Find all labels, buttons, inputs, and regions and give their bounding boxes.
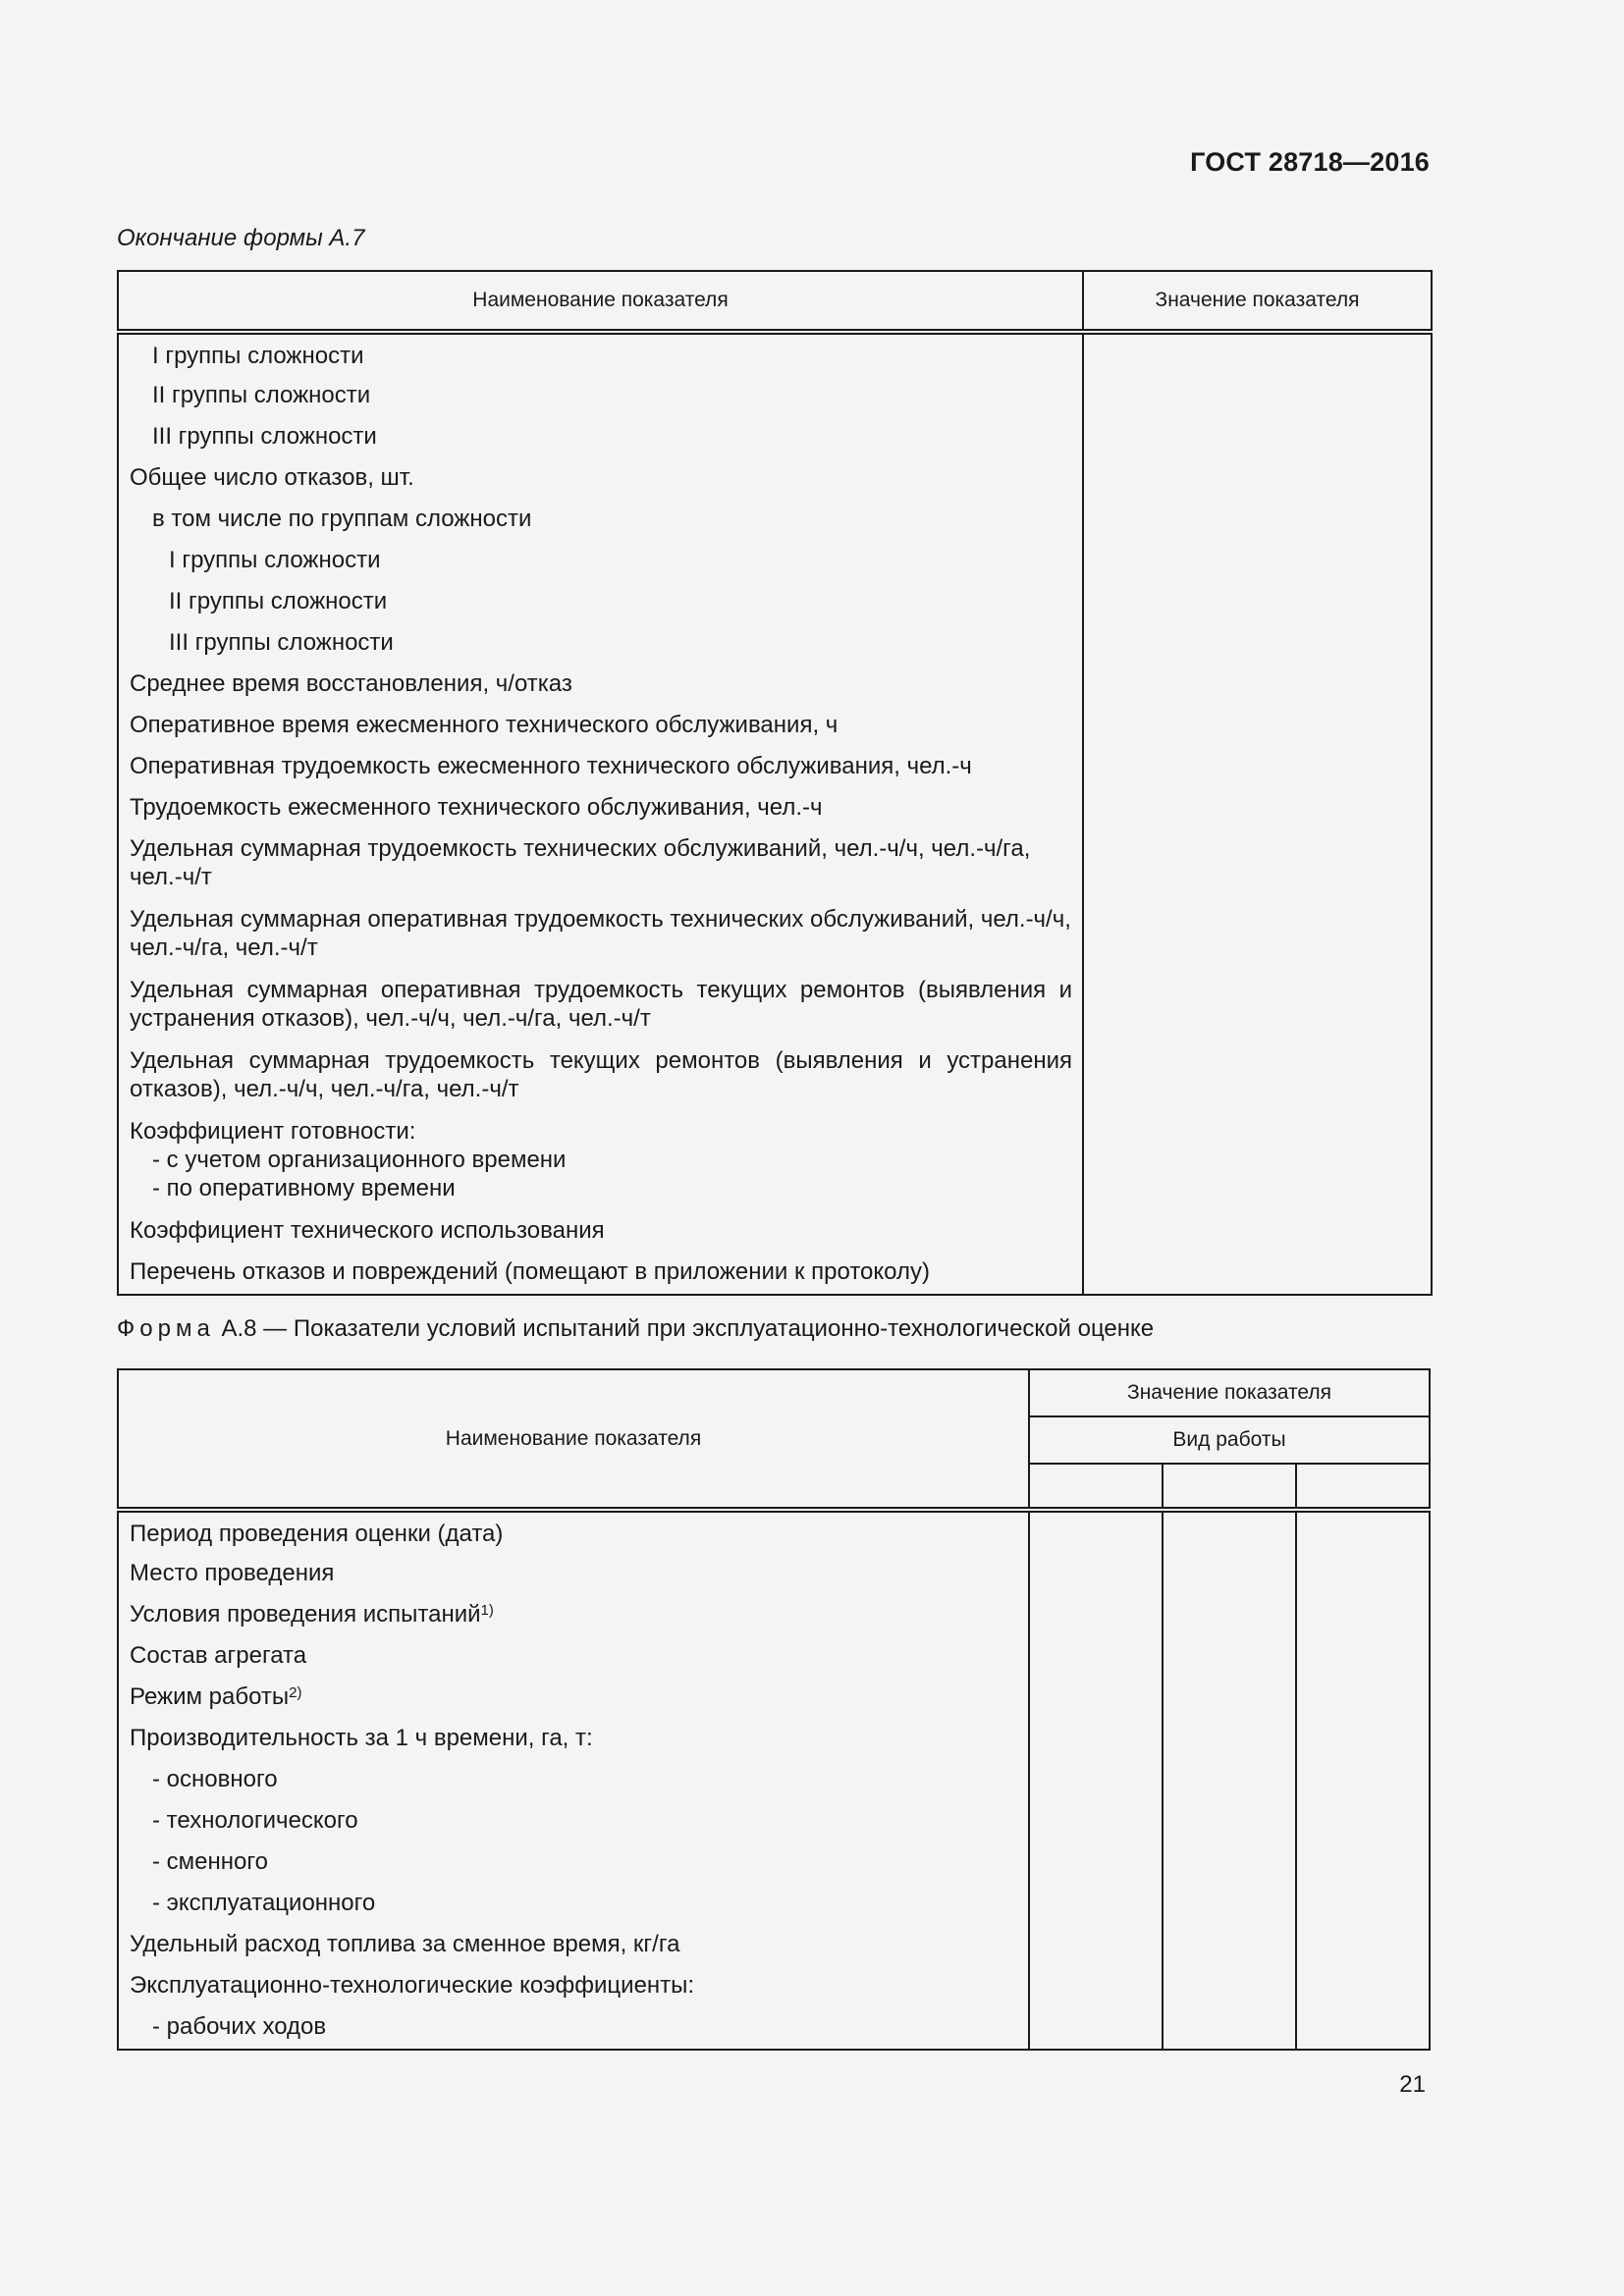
indicator-name: Удельная суммарная трудоемкость текущих ремонтов (выявления и устранения отказов), чел.-ч/ч, чел.-ч/га, чел.-ч/т bbox=[118, 1041, 1083, 1112]
indicator-name: Перечень отказов и повреждений (помещают в приложении к протоколу) bbox=[118, 1253, 1083, 1295]
indicator-name: Удельный расход топлива за сменное время, кг/га bbox=[118, 1925, 1029, 1966]
indicator-name: Режим работы$^{2)}$ bbox=[118, 1678, 1029, 1719]
table-row bbox=[118, 417, 1432, 458]
indicator-name: I группы сложности bbox=[118, 541, 1083, 582]
value-cell bbox=[1163, 1966, 1296, 2007]
value-cell bbox=[1296, 1678, 1430, 1719]
indicator-name: Период проведения оценки (дата) bbox=[118, 1510, 1029, 1554]
indicator-name: Условия проведения испытаний$^{1)}$ bbox=[118, 1595, 1029, 1636]
form-prefix: Форма bbox=[117, 1315, 215, 1342]
indicator-name: в том числе по группам сложности bbox=[118, 500, 1083, 541]
table-row bbox=[118, 1884, 1430, 1925]
value-cell bbox=[1163, 1510, 1296, 1554]
indicator-name: Общее число отказов, шт. bbox=[118, 458, 1083, 500]
indicator-value-cell bbox=[1083, 582, 1432, 623]
table-row bbox=[118, 1842, 1430, 1884]
indicator-name: Трудоемкость ежесменного технического обслуживания, чел.-ч bbox=[118, 788, 1083, 829]
table-row bbox=[118, 1719, 1430, 1760]
indicator-name: - технологического bbox=[118, 1801, 1029, 1842]
indicator-value-cell bbox=[1083, 665, 1432, 706]
column-header-name: Наименование показателя bbox=[118, 1369, 1029, 1510]
indicator-name: Оперативная трудоемкость ежесменного технического обслуживания, чел.-ч bbox=[118, 747, 1083, 788]
value-cell bbox=[1163, 1842, 1296, 1884]
indicator-name: Удельная суммарная оперативная трудоемкость технических обслуживаний, чел.-ч/ч, чел.-ч/га, чел.-ч/т bbox=[118, 900, 1083, 971]
value-cell bbox=[1163, 1760, 1296, 1801]
indicator-value-cell bbox=[1083, 458, 1432, 500]
value-cell bbox=[1029, 1510, 1163, 1554]
readiness-title: Коэффициент готовности: bbox=[130, 1118, 416, 1145]
table-row bbox=[118, 706, 1432, 747]
indicator-value-cell bbox=[1083, 706, 1432, 747]
value-cell bbox=[1029, 1801, 1163, 1842]
indicator-value-cell bbox=[1083, 1041, 1432, 1112]
table-row bbox=[118, 665, 1432, 706]
indicator-value-cell bbox=[1083, 900, 1432, 971]
indicator-name: Место проведения bbox=[118, 1554, 1029, 1595]
value-cell bbox=[1296, 1925, 1430, 1966]
value-cell bbox=[1296, 1842, 1430, 1884]
value-cell bbox=[1029, 1760, 1163, 1801]
indicator-value-cell bbox=[1083, 1211, 1432, 1253]
table-row bbox=[118, 900, 1432, 971]
page-number: 21 bbox=[1399, 2071, 1426, 2098]
table-row bbox=[118, 376, 1432, 417]
column-header-value: Значение показателя bbox=[1029, 1369, 1430, 1416]
indicator-value-cell bbox=[1083, 971, 1432, 1041]
value-cell bbox=[1163, 1801, 1296, 1842]
form-a8-table bbox=[117, 1368, 1431, 2051]
document-code: ГОСТ 28718—2016 bbox=[1190, 147, 1430, 177]
value-cell bbox=[1029, 1842, 1163, 1884]
readiness-item: - с учетом организационного времени bbox=[152, 1147, 567, 1173]
table-row bbox=[118, 1636, 1430, 1678]
value-cell bbox=[1296, 1760, 1430, 1801]
indicator-name: Оперативное время ежесменного технического обслуживания, ч bbox=[118, 706, 1083, 747]
value-cell bbox=[1029, 1719, 1163, 1760]
column-header-name: Наименование показателя bbox=[118, 271, 1083, 332]
value-cell bbox=[1296, 1719, 1430, 1760]
form-number: А.8 bbox=[221, 1315, 257, 1342]
work-type-cell bbox=[1029, 1464, 1163, 1510]
table-row bbox=[118, 1925, 1430, 1966]
footnote-ref: 2) bbox=[289, 1684, 302, 1701]
indicator-name: - рабочих ходов bbox=[118, 2007, 1029, 2050]
work-type-cell bbox=[1163, 1464, 1296, 1510]
table-row bbox=[118, 1801, 1430, 1842]
indicator-name: - основного bbox=[118, 1760, 1029, 1801]
table-row bbox=[118, 747, 1432, 788]
value-cell bbox=[1029, 2007, 1163, 2050]
value-cell bbox=[1029, 1595, 1163, 1636]
value-cell bbox=[1163, 1636, 1296, 1678]
indicator-name: Коэффициент технического использования bbox=[118, 1211, 1083, 1253]
value-cell bbox=[1029, 1966, 1163, 2007]
indicator-value-cell bbox=[1083, 747, 1432, 788]
table-row bbox=[118, 1041, 1432, 1112]
indicator-name: III группы сложности bbox=[118, 623, 1083, 665]
indicator-name: Удельная суммарная оперативная трудоемкость текущих ремонтов (выявления и устранения отказов), чел.-ч/ч, чел.-ч/га, чел.-ч/т bbox=[118, 971, 1083, 1041]
value-cell bbox=[1029, 1678, 1163, 1719]
value-cell bbox=[1163, 1884, 1296, 1925]
table-row bbox=[118, 829, 1432, 900]
table-row bbox=[118, 332, 1432, 376]
indicator-value-cell bbox=[1083, 376, 1432, 417]
readiness-item: - по оперативному времени bbox=[152, 1175, 456, 1201]
indicator-name: Среднее время восстановления, ч/отказ bbox=[118, 665, 1083, 706]
form-a7-table bbox=[117, 270, 1433, 1296]
value-cell bbox=[1163, 1678, 1296, 1719]
table-row bbox=[118, 1760, 1430, 1801]
indicator-value-cell bbox=[1083, 1253, 1432, 1295]
column-header-value: Значение показателя bbox=[1083, 271, 1432, 332]
indicator-value-cell bbox=[1083, 1112, 1432, 1211]
indicator-name: - сменного bbox=[118, 1842, 1029, 1884]
value-cell bbox=[1029, 1636, 1163, 1678]
value-cell bbox=[1163, 1595, 1296, 1636]
value-cell bbox=[1296, 1510, 1430, 1554]
continuation-label: Окончание формы А.7 bbox=[117, 225, 365, 251]
value-cell bbox=[1296, 1636, 1430, 1678]
value-cell bbox=[1163, 1554, 1296, 1595]
indicator-name: III группы сложности bbox=[118, 417, 1083, 458]
table-row bbox=[118, 2007, 1430, 2050]
value-cell bbox=[1296, 2007, 1430, 2050]
table-row bbox=[118, 623, 1432, 665]
indicator-value-cell bbox=[1083, 500, 1432, 541]
form-title-text: — Показатели условий испытаний при эксплуатационно-технологической оценке bbox=[263, 1315, 1155, 1342]
value-cell bbox=[1296, 1801, 1430, 1842]
value-cell bbox=[1163, 2007, 1296, 2050]
table-row bbox=[118, 1595, 1430, 1636]
table-row bbox=[118, 1211, 1432, 1253]
form-a8-title bbox=[117, 1315, 1154, 1343]
value-cell bbox=[1296, 1554, 1430, 1595]
table-row bbox=[118, 541, 1432, 582]
value-cell bbox=[1296, 1595, 1430, 1636]
table-row bbox=[118, 582, 1432, 623]
indicator-name: Состав агрегата bbox=[118, 1636, 1029, 1678]
value-cell bbox=[1296, 1884, 1430, 1925]
indicator-name-readiness bbox=[118, 1112, 1083, 1211]
value-cell bbox=[1029, 1884, 1163, 1925]
value-cell bbox=[1163, 1925, 1296, 1966]
footnote-ref: 1) bbox=[480, 1602, 494, 1619]
indicator-name: - эксплуатационного bbox=[118, 1884, 1029, 1925]
indicator-name: II группы сложности bbox=[118, 376, 1083, 417]
indicator-value-cell bbox=[1083, 829, 1432, 900]
table-row bbox=[118, 500, 1432, 541]
indicator-name: I группы сложности bbox=[118, 332, 1083, 376]
indicator-name: Удельная суммарная трудоемкость технических обслуживаний, чел.-ч/ч, чел.-ч/га, чел.-ч/т bbox=[118, 829, 1083, 900]
indicator-value-cell bbox=[1083, 623, 1432, 665]
value-cell bbox=[1029, 1554, 1163, 1595]
work-type-cell bbox=[1296, 1464, 1430, 1510]
table-row bbox=[118, 1554, 1430, 1595]
indicator-name: II группы сложности bbox=[118, 582, 1083, 623]
indicator-name: Эксплуатационно-технологические коэффициенты: bbox=[118, 1966, 1029, 2007]
value-cell bbox=[1296, 1966, 1430, 2007]
indicator-value-cell bbox=[1083, 541, 1432, 582]
table-row bbox=[118, 1966, 1430, 2007]
table-row bbox=[118, 458, 1432, 500]
table-header-row bbox=[118, 271, 1432, 332]
indicator-value-cell bbox=[1083, 417, 1432, 458]
table-row bbox=[118, 788, 1432, 829]
value-cell bbox=[1029, 1925, 1163, 1966]
indicator-value-cell bbox=[1083, 788, 1432, 829]
table-row bbox=[118, 1510, 1430, 1554]
table-row bbox=[118, 1253, 1432, 1295]
indicator-name: Производительность за 1 ч времени, га, т: bbox=[118, 1719, 1029, 1760]
indicator-value-cell bbox=[1083, 332, 1432, 376]
table-row bbox=[118, 971, 1432, 1041]
column-header-work-type: Вид работы bbox=[1029, 1416, 1430, 1464]
table-row bbox=[118, 1678, 1430, 1719]
table-row bbox=[118, 1112, 1432, 1211]
value-cell bbox=[1163, 1719, 1296, 1760]
